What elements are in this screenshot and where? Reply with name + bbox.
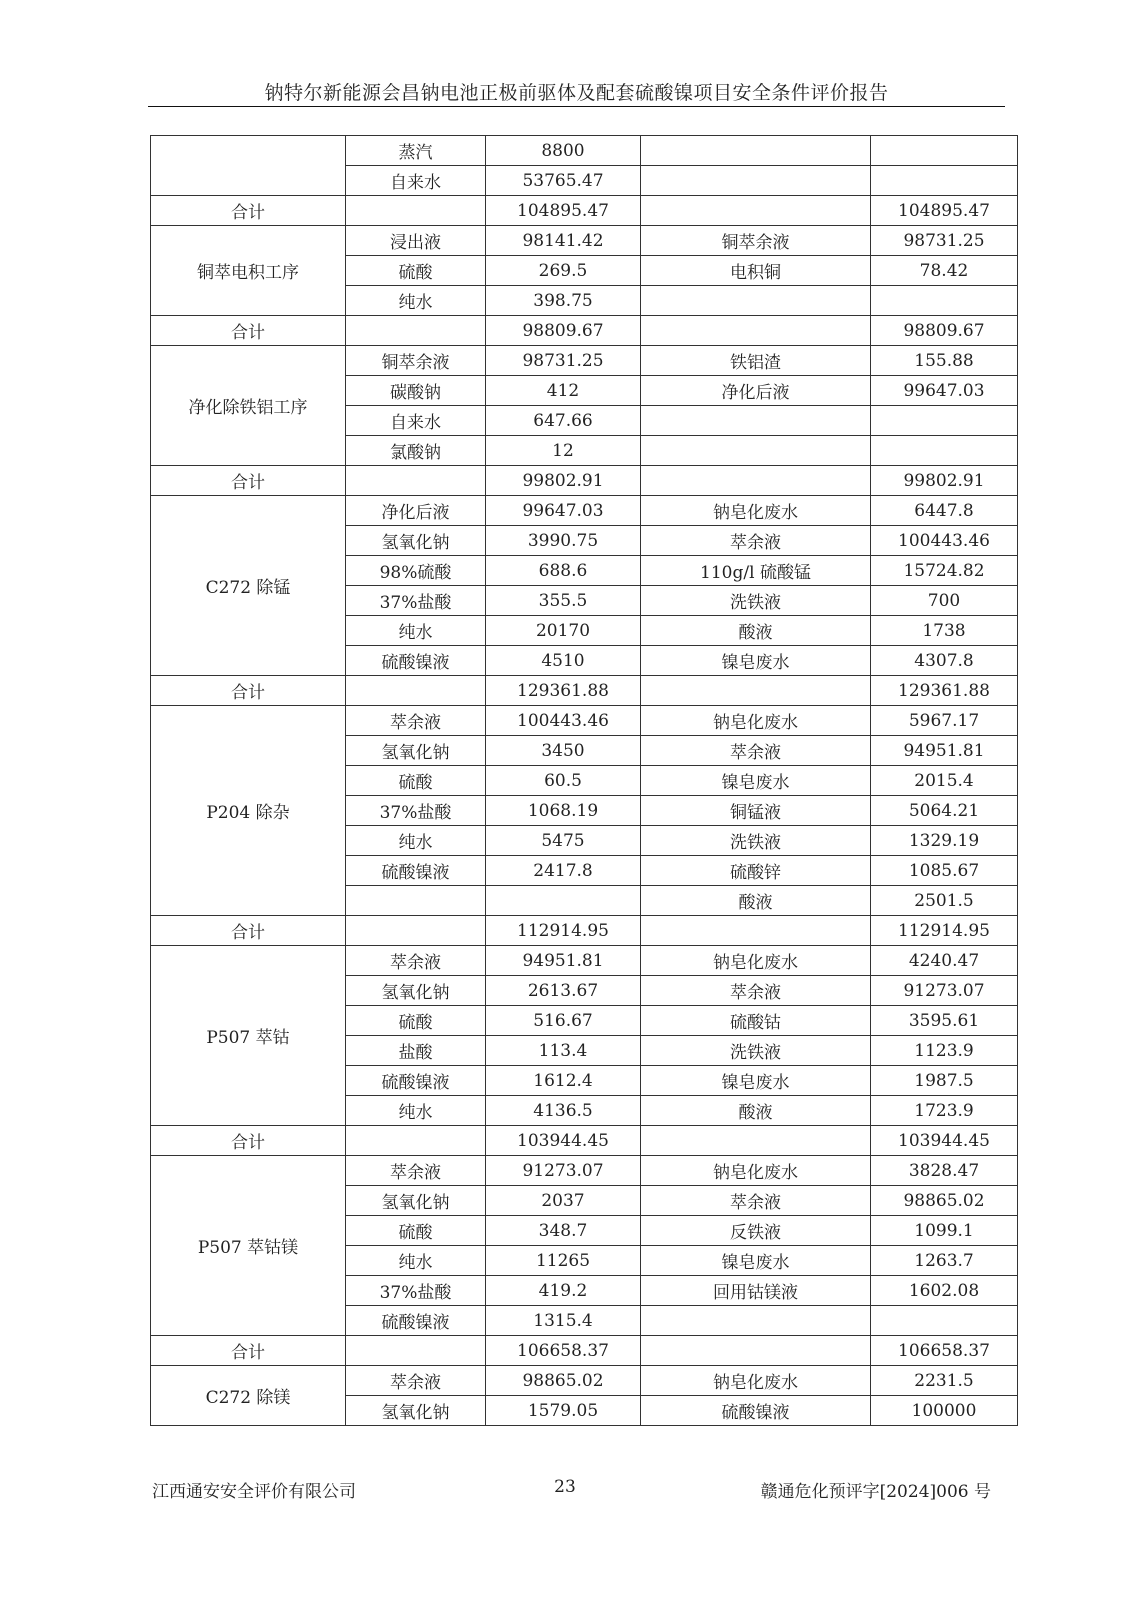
output-material-cell: [641, 1306, 871, 1336]
output-material-cell: 洗铁液: [641, 826, 871, 856]
output-material-cell: 酸液: [641, 616, 871, 646]
output-material-cell: [641, 406, 871, 436]
output-amount-cell: 100000: [871, 1396, 1018, 1426]
total-empty-cell: [346, 916, 486, 946]
input-material-cell: 硫酸镍液: [346, 856, 486, 886]
output-amount-cell: 15724.82: [871, 556, 1018, 586]
output-amount-cell: 155.88: [871, 346, 1018, 376]
total-input-cell: 129361.88: [486, 676, 641, 706]
total-input-cell: 103944.45: [486, 1126, 641, 1156]
output-material-cell: 镍皂废水: [641, 766, 871, 796]
input-material-cell: 铜萃余液: [346, 346, 486, 376]
header-divider: [148, 106, 1005, 107]
output-amount-cell: 4240.47: [871, 946, 1018, 976]
total-label-cell: 合计: [151, 676, 346, 706]
input-amount-cell: 4136.5: [486, 1096, 641, 1126]
output-material-cell: 萃余液: [641, 1186, 871, 1216]
output-amount-cell: 1602.08: [871, 1276, 1018, 1306]
input-material-cell: 萃余液: [346, 946, 486, 976]
footer-doc-number: 赣通危化预评字[2024]006 号: [760, 1482, 991, 1502]
input-material-cell: 纯水: [346, 286, 486, 316]
total-empty-cell: [641, 196, 871, 226]
total-row: [151, 466, 1018, 496]
output-amount-cell: 99647.03: [871, 376, 1018, 406]
total-row: [151, 1336, 1018, 1366]
input-amount-cell: 3990.75: [486, 526, 641, 556]
input-material-cell: 萃余液: [346, 1366, 486, 1396]
input-amount-cell: 94951.81: [486, 946, 641, 976]
output-amount-cell: 700: [871, 586, 1018, 616]
process-name-cell: P507 萃钴: [151, 946, 346, 1126]
output-material-cell: 萃余液: [641, 526, 871, 556]
output-amount-cell: 1738: [871, 616, 1018, 646]
output-material-cell: 萃余液: [641, 736, 871, 766]
footer-page-number: 23: [554, 1477, 576, 1497]
output-amount-cell: 91273.07: [871, 976, 1018, 1006]
output-material-cell: 硫酸锌: [641, 856, 871, 886]
input-amount-cell: 98731.25: [486, 346, 641, 376]
total-label-cell: 合计: [151, 316, 346, 346]
input-material-cell: 37%盐酸: [346, 1276, 486, 1306]
total-output-cell: 129361.88: [871, 676, 1018, 706]
output-material-cell: 净化后液: [641, 376, 871, 406]
input-material-cell: 硫酸镍液: [346, 1066, 486, 1096]
output-material-cell: 萃余液: [641, 976, 871, 1006]
input-material-cell: 萃余液: [346, 1156, 486, 1186]
output-amount-cell: 100443.46: [871, 526, 1018, 556]
total-input-cell: 99802.91: [486, 466, 641, 496]
input-material-cell: 硫酸: [346, 766, 486, 796]
table-row: [151, 706, 1018, 736]
input-amount-cell: 1315.4: [486, 1306, 641, 1336]
input-amount-cell: 1068.19: [486, 796, 641, 826]
output-amount-cell: 1085.67: [871, 856, 1018, 886]
input-amount-cell: 53765.47: [486, 166, 641, 196]
total-empty-cell: [641, 676, 871, 706]
output-amount-cell: 98865.02: [871, 1186, 1018, 1216]
output-material-cell: 钠皂化废水: [641, 1366, 871, 1396]
output-material-cell: 电积铜: [641, 256, 871, 286]
input-material-cell: 氯酸钠: [346, 436, 486, 466]
total-empty-cell: [641, 1126, 871, 1156]
output-amount-cell: [871, 1306, 1018, 1336]
total-label-cell: 合计: [151, 1336, 346, 1366]
report-header-title: 钠特尔新能源会昌钠电池正极前驱体及配套硫酸镍项目安全条件评价报告: [264, 82, 889, 104]
output-amount-cell: [871, 166, 1018, 196]
total-output-cell: 106658.37: [871, 1336, 1018, 1366]
input-amount-cell: 2037: [486, 1186, 641, 1216]
total-output-cell: 99802.91: [871, 466, 1018, 496]
input-material-cell: 硫酸镍液: [346, 646, 486, 676]
output-material-cell: 硫酸钴: [641, 1006, 871, 1036]
output-amount-cell: 4307.8: [871, 646, 1018, 676]
total-output-cell: 103944.45: [871, 1126, 1018, 1156]
input-amount-cell: 348.7: [486, 1216, 641, 1246]
total-empty-cell: [346, 466, 486, 496]
output-amount-cell: 1723.9: [871, 1096, 1018, 1126]
total-empty-cell: [641, 916, 871, 946]
input-amount-cell: 688.6: [486, 556, 641, 586]
input-amount-cell: 3450: [486, 736, 641, 766]
output-amount-cell: 5064.21: [871, 796, 1018, 826]
input-material-cell: 硫酸镍液: [346, 1306, 486, 1336]
total-row: [151, 196, 1018, 226]
total-output-cell: 104895.47: [871, 196, 1018, 226]
output-material-cell: 110g/l 硫酸锰: [641, 556, 871, 586]
total-empty-cell: [346, 1336, 486, 1366]
table-row: [151, 946, 1018, 976]
total-empty-cell: [346, 316, 486, 346]
output-amount-cell: 6447.8: [871, 496, 1018, 526]
output-amount-cell: 2501.5: [871, 886, 1018, 916]
input-material-cell: 氢氧化钠: [346, 1186, 486, 1216]
input-material-cell: 蒸汽: [346, 136, 486, 166]
output-material-cell: 铜萃余液: [641, 226, 871, 256]
output-material-cell: 硫酸镍液: [641, 1396, 871, 1426]
process-name-cell: 铜萃电积工序: [151, 226, 346, 316]
process-name-cell: C272 除锰: [151, 496, 346, 676]
table-row: [151, 496, 1018, 526]
input-material-cell: 硫酸: [346, 1006, 486, 1036]
input-material-cell: 37%盐酸: [346, 586, 486, 616]
output-material-cell: 回用钴镁液: [641, 1276, 871, 1306]
output-material-cell: 钠皂化废水: [641, 496, 871, 526]
total-empty-cell: [346, 1126, 486, 1156]
input-material-cell: 碳酸钠: [346, 376, 486, 406]
input-amount-cell: 355.5: [486, 586, 641, 616]
output-amount-cell: 2231.5: [871, 1366, 1018, 1396]
output-amount-cell: [871, 136, 1018, 166]
input-material-cell: 硫酸: [346, 1216, 486, 1246]
input-amount-cell: 1612.4: [486, 1066, 641, 1096]
input-amount-cell: 1579.05: [486, 1396, 641, 1426]
input-amount-cell: 12: [486, 436, 641, 466]
table-row: [151, 346, 1018, 376]
total-row: [151, 916, 1018, 946]
input-amount-cell: 2417.8: [486, 856, 641, 886]
input-amount-cell: 60.5: [486, 766, 641, 796]
input-amount-cell: 4510: [486, 646, 641, 676]
input-amount-cell: 91273.07: [486, 1156, 641, 1186]
total-empty-cell: [641, 1336, 871, 1366]
input-amount-cell: [486, 886, 641, 916]
total-empty-cell: [346, 196, 486, 226]
output-material-cell: [641, 436, 871, 466]
input-material-cell: 自来水: [346, 166, 486, 196]
process-name-cell: P204 除杂: [151, 706, 346, 916]
output-amount-cell: 5967.17: [871, 706, 1018, 736]
table-row: [151, 1156, 1018, 1186]
input-amount-cell: 647.66: [486, 406, 641, 436]
input-material-cell: 纯水: [346, 1096, 486, 1126]
input-material-cell: 浸出液: [346, 226, 486, 256]
input-amount-cell: 8800: [486, 136, 641, 166]
footer-company: 江西通安安全评价有限公司: [152, 1482, 356, 1502]
input-material-cell: 98%硫酸: [346, 556, 486, 586]
total-empty-cell: [641, 466, 871, 496]
total-label-cell: 合计: [151, 1126, 346, 1156]
input-material-cell: 净化后液: [346, 496, 486, 526]
process-name-cell: P507 萃钴镁: [151, 1156, 346, 1336]
total-label-cell: 合计: [151, 196, 346, 226]
output-material-cell: 铜锰液: [641, 796, 871, 826]
process-name-cell: [151, 136, 346, 196]
input-material-cell: 萃余液: [346, 706, 486, 736]
output-amount-cell: 3595.61: [871, 1006, 1018, 1036]
table-row: [151, 226, 1018, 256]
input-material-cell: 纯水: [346, 1246, 486, 1276]
total-output-cell: 98809.67: [871, 316, 1018, 346]
output-material-cell: 酸液: [641, 886, 871, 916]
total-row: [151, 1126, 1018, 1156]
output-material-cell: 洗铁液: [641, 586, 871, 616]
process-name-cell: C272 除镁: [151, 1366, 346, 1426]
input-amount-cell: 20170: [486, 616, 641, 646]
output-amount-cell: 1099.1: [871, 1216, 1018, 1246]
output-amount-cell: 3828.47: [871, 1156, 1018, 1186]
output-amount-cell: 1263.7: [871, 1246, 1018, 1276]
output-amount-cell: [871, 406, 1018, 436]
output-material-cell: [641, 286, 871, 316]
input-material-cell: 氢氧化钠: [346, 526, 486, 556]
table-row: [151, 136, 1018, 166]
input-material-cell: 纯水: [346, 826, 486, 856]
output-amount-cell: 78.42: [871, 256, 1018, 286]
output-material-cell: 酸液: [641, 1096, 871, 1126]
input-amount-cell: 98865.02: [486, 1366, 641, 1396]
input-amount-cell: 100443.46: [486, 706, 641, 736]
output-amount-cell: 94951.81: [871, 736, 1018, 766]
input-material-cell: 纯水: [346, 616, 486, 646]
input-material-cell: 37%盐酸: [346, 796, 486, 826]
output-material-cell: 钠皂化废水: [641, 946, 871, 976]
input-amount-cell: 419.2: [486, 1276, 641, 1306]
input-material-cell: 氢氧化钠: [346, 736, 486, 766]
input-amount-cell: 516.67: [486, 1006, 641, 1036]
output-amount-cell: 98731.25: [871, 226, 1018, 256]
output-amount-cell: 1329.19: [871, 826, 1018, 856]
input-amount-cell: 5475: [486, 826, 641, 856]
total-empty-cell: [346, 676, 486, 706]
process-name-cell: 净化除铁铝工序: [151, 346, 346, 466]
output-amount-cell: 1123.9: [871, 1036, 1018, 1066]
output-material-cell: 镍皂废水: [641, 1066, 871, 1096]
total-empty-cell: [641, 316, 871, 346]
input-amount-cell: 113.4: [486, 1036, 641, 1066]
material-balance-table: [150, 135, 1018, 1426]
input-material-cell: [346, 886, 486, 916]
output-material-cell: 镍皂废水: [641, 646, 871, 676]
output-material-cell: 反铁液: [641, 1216, 871, 1246]
input-amount-cell: 269.5: [486, 256, 641, 286]
total-output-cell: 112914.95: [871, 916, 1018, 946]
total-label-cell: 合计: [151, 916, 346, 946]
total-input-cell: 98809.67: [486, 316, 641, 346]
input-amount-cell: 398.75: [486, 286, 641, 316]
output-material-cell: 钠皂化废水: [641, 706, 871, 736]
output-material-cell: 洗铁液: [641, 1036, 871, 1066]
input-material-cell: 氢氧化钠: [346, 976, 486, 1006]
output-amount-cell: 2015.4: [871, 766, 1018, 796]
total-label-cell: 合计: [151, 466, 346, 496]
input-material-cell: 盐酸: [346, 1036, 486, 1066]
total-row: [151, 316, 1018, 346]
output-material-cell: [641, 136, 871, 166]
total-input-cell: 104895.47: [486, 196, 641, 226]
material-balance-table-body: [151, 136, 1018, 1426]
input-amount-cell: 98141.42: [486, 226, 641, 256]
output-material-cell: 镍皂废水: [641, 1246, 871, 1276]
input-amount-cell: 99647.03: [486, 496, 641, 526]
output-amount-cell: 1987.5: [871, 1066, 1018, 1096]
input-amount-cell: 412: [486, 376, 641, 406]
output-material-cell: [641, 166, 871, 196]
input-material-cell: 自来水: [346, 406, 486, 436]
total-input-cell: 112914.95: [486, 916, 641, 946]
output-material-cell: 钠皂化废水: [641, 1156, 871, 1186]
output-amount-cell: [871, 286, 1018, 316]
table-row: [151, 1366, 1018, 1396]
total-row: [151, 676, 1018, 706]
input-amount-cell: 11265: [486, 1246, 641, 1276]
input-material-cell: 氢氧化钠: [346, 1396, 486, 1426]
total-input-cell: 106658.37: [486, 1336, 641, 1366]
input-material-cell: 硫酸: [346, 256, 486, 286]
output-material-cell: 铁铝渣: [641, 346, 871, 376]
output-amount-cell: [871, 436, 1018, 466]
input-amount-cell: 2613.67: [486, 976, 641, 1006]
